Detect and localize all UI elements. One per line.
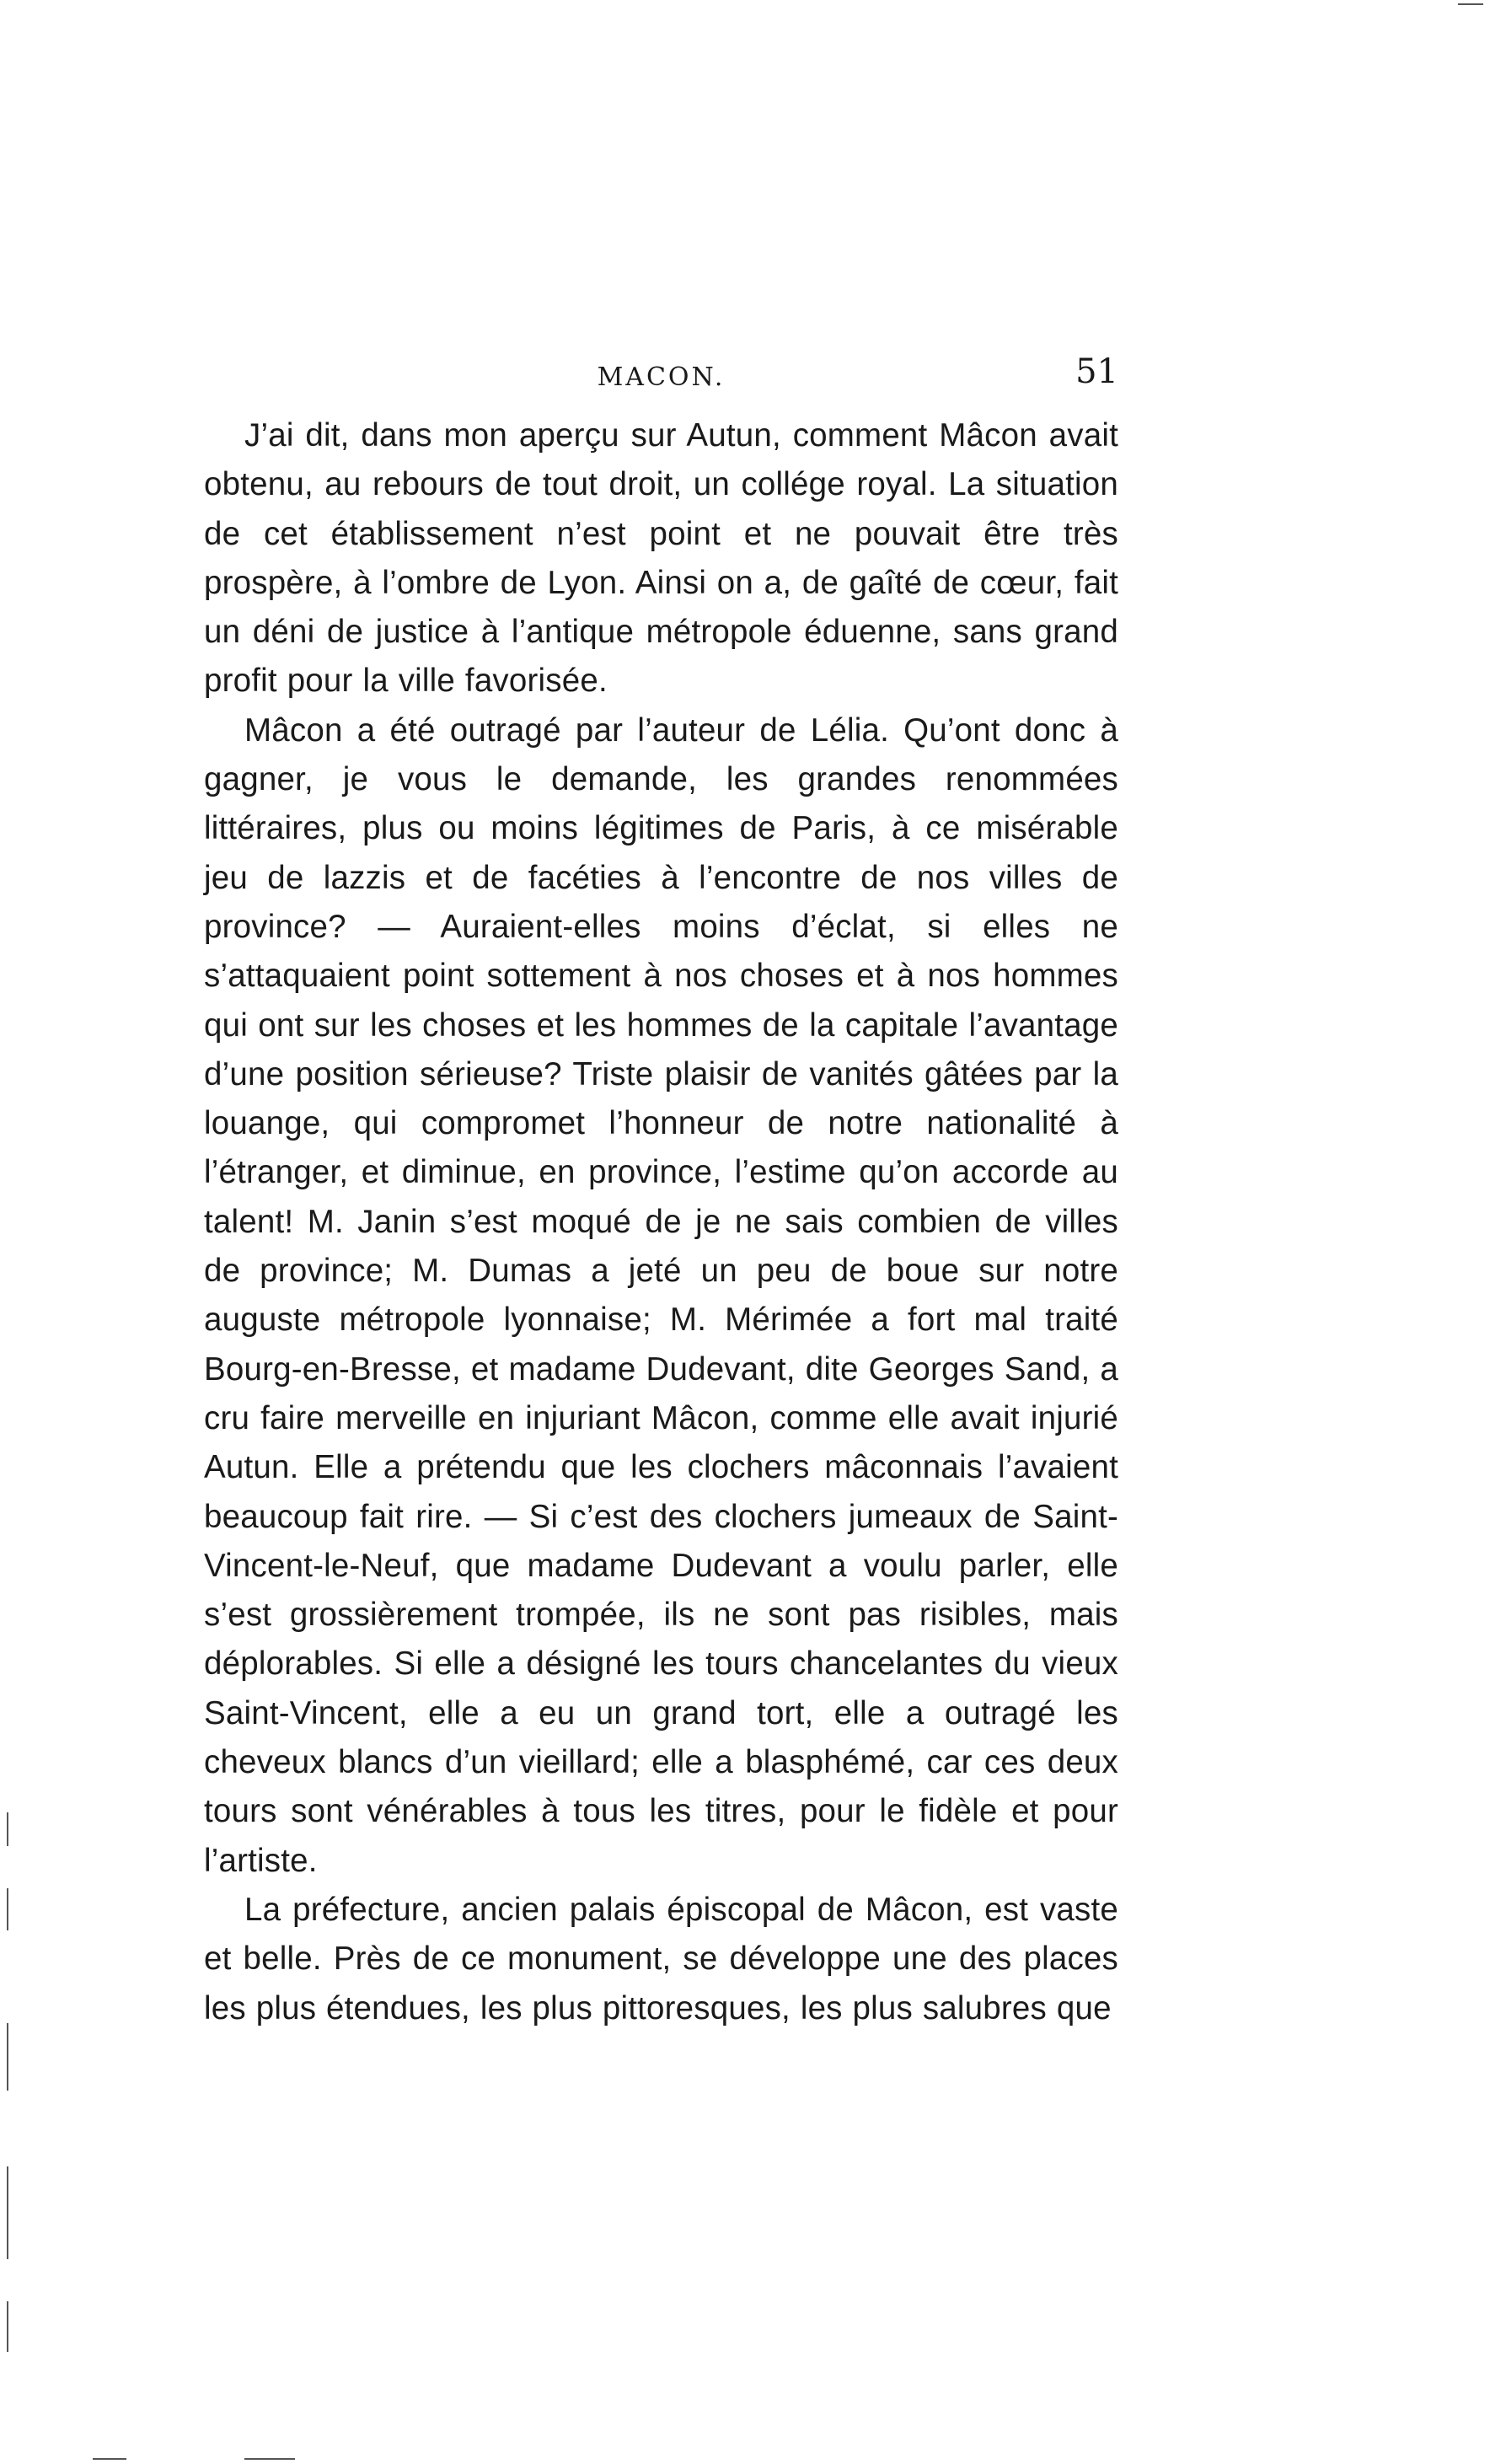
page-number: 51 [1075,352,1118,391]
scan-artifact [244,2458,295,2460]
scan-artifact [7,1888,8,1930]
scan-artifact [1458,3,1483,5]
scan-artifact [7,2166,8,2259]
paragraph-1: J’ai dit, dans mon aperçu sur Autun, comment Mâcon avait obtenu, au rebours de tout droit, un collége royal. La situation de cet établissement n’est point et ne pouvait être très prospère, à l’ombre de Lyon. Ainsi on a, de gaîté de cœur, fait un déni de justice à l’antique métropole éduenne, sans grand profit pour la ville favorisée. [204,417,1118,700]
paragraph-2: Mâcon a été outragé par l’auteur de Lélia. Qu’ont donc à gagner, je vous le demande, les grandes renommées littéraires, plus ou moins légitimes de Paris, à ce misérable jeu de lazzis et de facéties à l’encontre de nos villes de province? — Auraient-elles moins d’éclat, si elles ne s’attaquaient point sottement à nos choses et à nos hommes qui ont sur les choses et les hommes de la capitale l’avantage d’une position sérieuse? Triste plaisir de vanités gâtées par la louange, qui compromet l’honneur de notre nationalité à l’étranger, et diminue, en province, l’estime qu’on accorde au talent! M. Janin s’est moqué de je ne sais combien de villes de province; M. Dumas a jeté un peu de boue sur notre auguste métropole lyonnaise; M. Mérimée a fort mal traité Bourg-en-Bresse, et madame Dudevant, dite Georges Sand, a cru faire merveille en injuriant Mâcon, comme elle avait injurié Autun. Elle a prétendu que les clochers mâconnais l’avaient beaucoup fait rire. — Si c’est des clochers jumeaux de Saint-Vincent-le-Neuf, que madame Dudevant a voulu parler, elle s’est grossièrement trompée, ils ne sont pas risibles, mais déplorables. Si elle a désigné les tours chancelantes du vieux Saint-Vincent, elle a eu un grand tort, elle a outragé les cheveux blancs d’un vieillard; elle a blasphémé, car ces deux tours sont vénérables à tous les titres, pour le fidèle et pour l’artiste. [204,711,1118,1879]
page-header [204,352,1118,403]
paragraph-3: La préfecture, ancien palais épiscopal de Mâcon, est vaste et belle. Près de ce monument, se développe une des places les plus étendues, les plus pittoresques, les plus salubres que [204,1891,1118,2026]
scan-artifact [7,2023,8,2091]
running-head: MACON. [597,362,726,392]
scan-artifact [7,1812,8,1846]
body-text [204,411,1118,2033]
scan-artifact [7,2301,8,2352]
scan-artifact [93,2458,126,2460]
